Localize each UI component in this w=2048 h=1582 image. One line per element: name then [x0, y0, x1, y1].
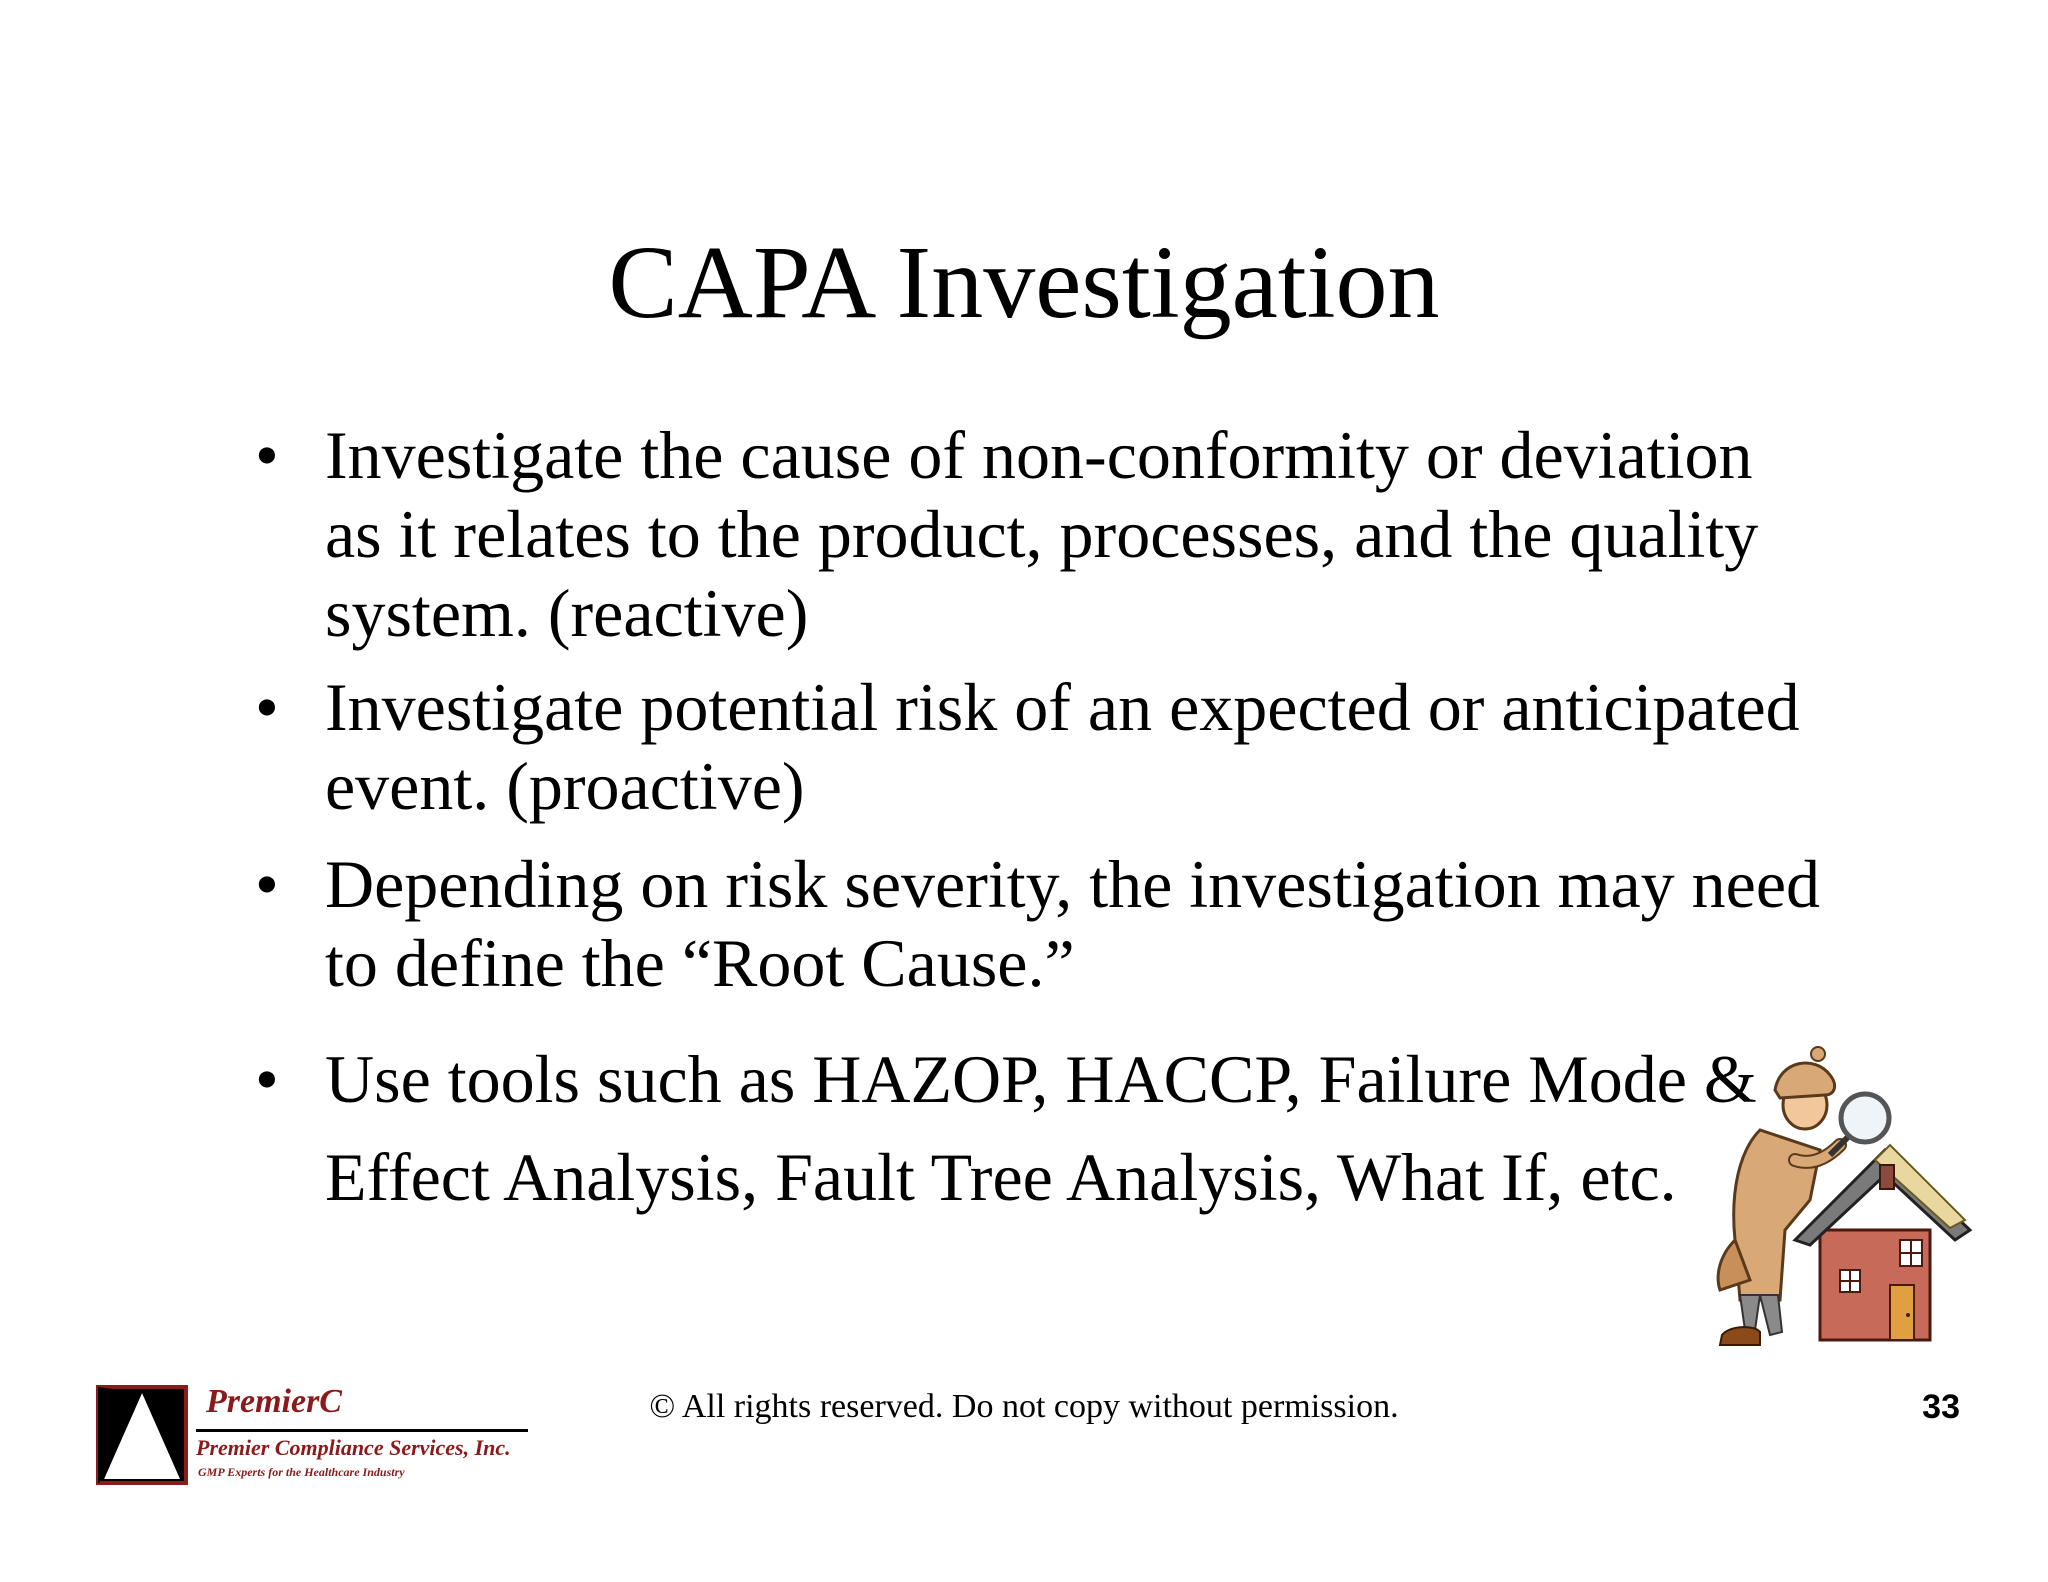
logo-tagline: GMP Experts for the Healthcare Industry: [198, 1465, 405, 1479]
copyright-footer: © All rights reserved. Do not copy without permission.: [649, 1388, 1399, 1425]
detective-magnifying-house-icon: [1700, 1040, 1990, 1360]
bullet-dot: •: [255, 669, 279, 745]
bullet-text: Investigate potential risk of an expected or anticipated event. (proactive): [325, 669, 1800, 824]
bullet-dot: •: [255, 417, 279, 493]
slide-title: CAPA Investigation: [608, 225, 1440, 340]
bullet-text: Depending on risk severity, the investigation may need to define the “Root Cause.”: [325, 846, 1821, 1001]
logo-name: PremierC: [206, 1383, 342, 1420]
page-number: 33: [1922, 1388, 1960, 1426]
bullet-dot: •: [255, 846, 279, 922]
bullet-text: Use tools such as HAZOP, HACCP, Failure Mode & Effect Analysis, Fault Tree Analysis, What If, etc.: [325, 1041, 1757, 1215]
bullet-text: Investigate the cause of non-conformity or deviation as it relates to the product, processes, and the quality system. (reactive): [325, 417, 1759, 651]
bullet-dot: •: [255, 1041, 279, 1117]
company-logo: [96, 1385, 536, 1495]
logo-triangle-icon: [96, 1385, 188, 1485]
logo-divider: [196, 1429, 528, 1432]
logo-company-name: Premier Compliance Services, Inc.: [196, 1435, 511, 1460]
